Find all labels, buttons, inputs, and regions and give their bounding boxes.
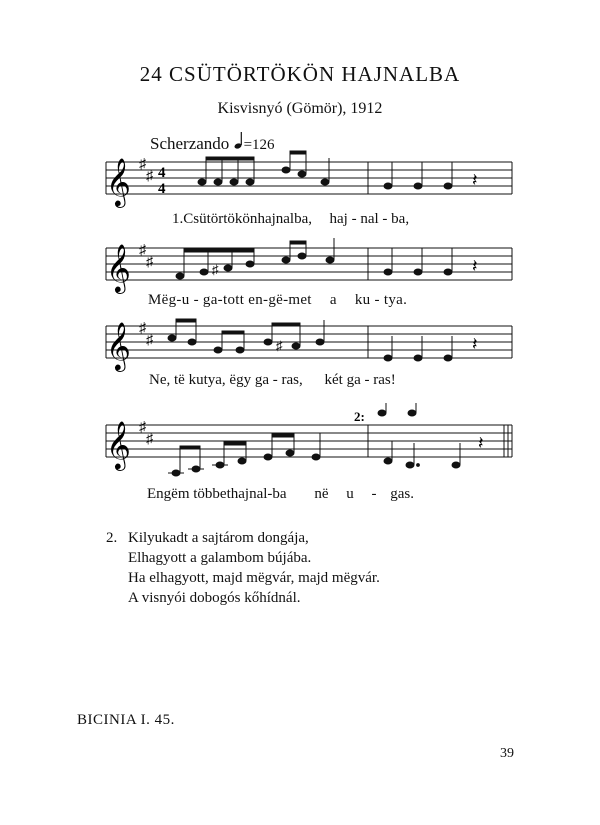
note (230, 179, 238, 185)
note (444, 183, 452, 189)
note (264, 454, 272, 460)
note (444, 355, 452, 361)
metronome-value: =126 (243, 137, 275, 153)
note (384, 269, 392, 275)
verse-line: Elhagyott a galambom bújába. (128, 550, 312, 566)
verse-line: 2. Kilyukadt a sajtárom dongája, (106, 530, 309, 546)
lyrics-line-4: Engëm többethajnal-ba në u - gas. (147, 486, 414, 502)
note (264, 339, 272, 345)
note (224, 265, 232, 271)
sharp-f: ♯ (139, 157, 146, 172)
treble-clef: 𝄞 (106, 324, 131, 370)
lyrics-line-3: Ne, të kutya, ëgy ga - ras, két ga - ras! (149, 372, 396, 388)
svg-text:♯: ♯ (276, 338, 283, 353)
note (414, 183, 422, 189)
time-sig-bottom: 4 (158, 181, 166, 197)
note (321, 179, 329, 185)
quarter-rest: 𝄽 (472, 170, 478, 190)
note (406, 462, 414, 468)
note (378, 410, 386, 416)
note (246, 261, 254, 267)
note (384, 458, 392, 464)
note (168, 335, 176, 341)
treble-clef: 𝄞 (106, 423, 131, 469)
sharp-f: ♯ (139, 321, 146, 336)
note (188, 339, 196, 345)
note (384, 355, 392, 361)
song-origin: Kisvisnyó (Gömör), 1912 (217, 100, 383, 117)
note (286, 450, 294, 456)
repeat-marking: 2: (354, 409, 365, 424)
note (216, 462, 224, 468)
staff-system-2 (92, 236, 522, 296)
note (312, 454, 320, 460)
staff-system-3 (92, 314, 522, 374)
note (408, 410, 416, 416)
sharp-c: ♯ (146, 169, 153, 184)
note (214, 179, 222, 185)
treble-clef: 𝄞 (106, 160, 131, 206)
lyrics-line-1: 1.Csütörtökönhajnalba, haj - nal - ba, (172, 211, 410, 227)
sharp-c: ♯ (146, 255, 153, 270)
sharp-f: ♯ (139, 420, 146, 435)
quarter-rest: 𝄽 (478, 433, 484, 453)
time-sig-top: 4 (158, 165, 166, 181)
treble-clef: 𝄞 (106, 246, 131, 292)
verse-2 (106, 528, 380, 608)
note (198, 179, 206, 185)
quarter-rest: 𝄽 (472, 256, 478, 276)
note (192, 466, 200, 472)
note (298, 171, 306, 177)
sharp-c: ♯ (146, 333, 153, 348)
note (282, 167, 290, 173)
source-reference: BICINIA I. 45. (77, 712, 175, 728)
lyrics-line-2: Mëg-u - ga-tott en-gë-met a ku - tya. (148, 292, 408, 308)
song-title: 24 CSÜTÖRTÖKÖN HAJNALBA (139, 62, 461, 86)
page-number: 39 (500, 746, 514, 761)
note (414, 269, 422, 275)
sharp-f: ♯ (139, 243, 146, 258)
staff-system-1 (92, 150, 522, 210)
note (200, 269, 208, 275)
note (282, 257, 290, 263)
note (384, 183, 392, 189)
note (238, 458, 246, 464)
note (236, 347, 244, 353)
verse-line: A visnyói dobogós kőhídnál. (128, 590, 301, 606)
note (292, 343, 300, 349)
quarter-rest: 𝄽 (472, 334, 478, 354)
verse-line: Ha elhagyott, majd mëgvár, majd mëgvár. (128, 570, 380, 586)
note (172, 470, 180, 476)
note (214, 347, 222, 353)
note (246, 179, 254, 185)
svg-text:♯: ♯ (212, 262, 219, 277)
verse-number: 2. (106, 530, 118, 546)
note (414, 355, 422, 361)
note (176, 273, 184, 279)
sharp-c: ♯ (146, 432, 153, 447)
note (298, 253, 306, 259)
note (316, 339, 324, 345)
tempo-word: Scherzando (150, 134, 230, 153)
note (326, 257, 334, 263)
staff-system-4 (92, 403, 522, 483)
note (452, 462, 460, 468)
note (444, 269, 452, 275)
